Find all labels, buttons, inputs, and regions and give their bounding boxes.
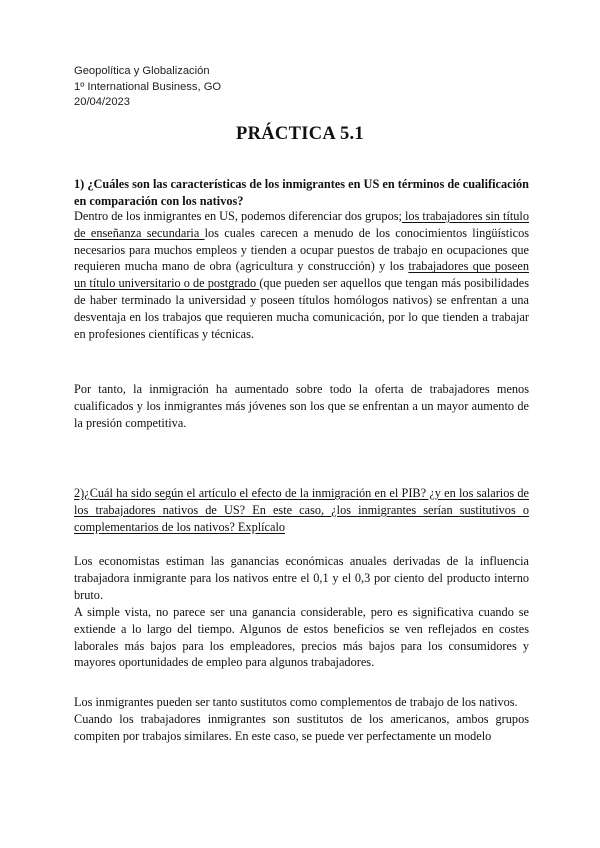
course-name: Geopolítica y Globalización (74, 65, 210, 77)
answer-1-paragraph-2: Por tanto, la inmigración ha aumentado sobre todo la oferta de trabajadores menos cualificados y los inmigrantes más jóvenes son los que se enfrentan a un mayor aumento de la presión competitiva. (74, 382, 529, 430)
document-header (74, 64, 221, 111)
answer-1-text-c: (que pueden ser aquellos que tengan más posibilidades de haber terminado la universidad y poseen títulos homólogos nativos) se enfrentan a una desventaja en los trabajos que requieren mucha comunicación, por lo que tienden a trabajar en profesiones científicas y técnicas. (74, 276, 530, 341)
answer-2-paragraph-3: Los inmigrantes pueden ser tanto sustitutos como complementos de trabajo de los nativos. (74, 695, 518, 709)
program-name: 1º International Business, GO (74, 80, 222, 93)
question-1: 1) ¿Cuáles son las características de los inmigrantes en US en términos de cualificación en comparación con los nativos? (74, 177, 529, 208)
answer-1-underlined-a: los trabajadores sin título de enseñanza secundaria (74, 209, 529, 240)
answer-2-paragraph-4: Cuando los trabajadores inmigrantes son sustitutos de los americanos, ambos grupos compiten por trabajos similares. En este caso, se puede ver perfectamente un modelo (74, 712, 529, 743)
answer-1-text-a: Dentro de los inmigrantes en US, podemos diferenciar dos grupos; (74, 209, 402, 223)
answer-2-paragraph-1: Los economistas estiman las ganancias económicas anuales derivadas de la influencia trabajadora inmigrante para los nativos entre el 0,1 y el 0,3 por ciento del producto interno bruto. (74, 554, 529, 602)
question-2: 2)¿Cuál ha sido según el artículo el efecto de la inmigración en el PIB? ¿y en los salarios de los trabajadores nativos de US? En este caso, ¿los inmigrantes serían sustitutivos o complementarios de los nativos? Explícalo (74, 486, 529, 534)
answer-2-paragraph-2: A simple vista, no parece ser una ganancia considerable, pero es significativa cuando se extiende a lo largo del tiempo. Algunos de estos beneficios se ven reflejados en costes laborales más bajos para los empleadores, precios más bajos para los consumidores y mayores oportunidades de empleo para algunos trabajadores. (74, 605, 529, 670)
answer-1-text-b: los cuales carecen a menudo de los conocimientos lingüísticos necesarios para muchos empleos y tienden a ocupar puestos de trabajo en ocupaciones que requieren mucha mano de obra (agricultura y construcción) y los (74, 225, 529, 274)
page-title: PRÁCTICA 5.1 (236, 124, 364, 144)
answer-1-underlined-b: trabajadores que poseen un título universitario o de postgrado (74, 259, 529, 291)
answer-1-paragraph-1 (74, 208, 529, 342)
document-date: 20/04/2023 (74, 96, 130, 108)
